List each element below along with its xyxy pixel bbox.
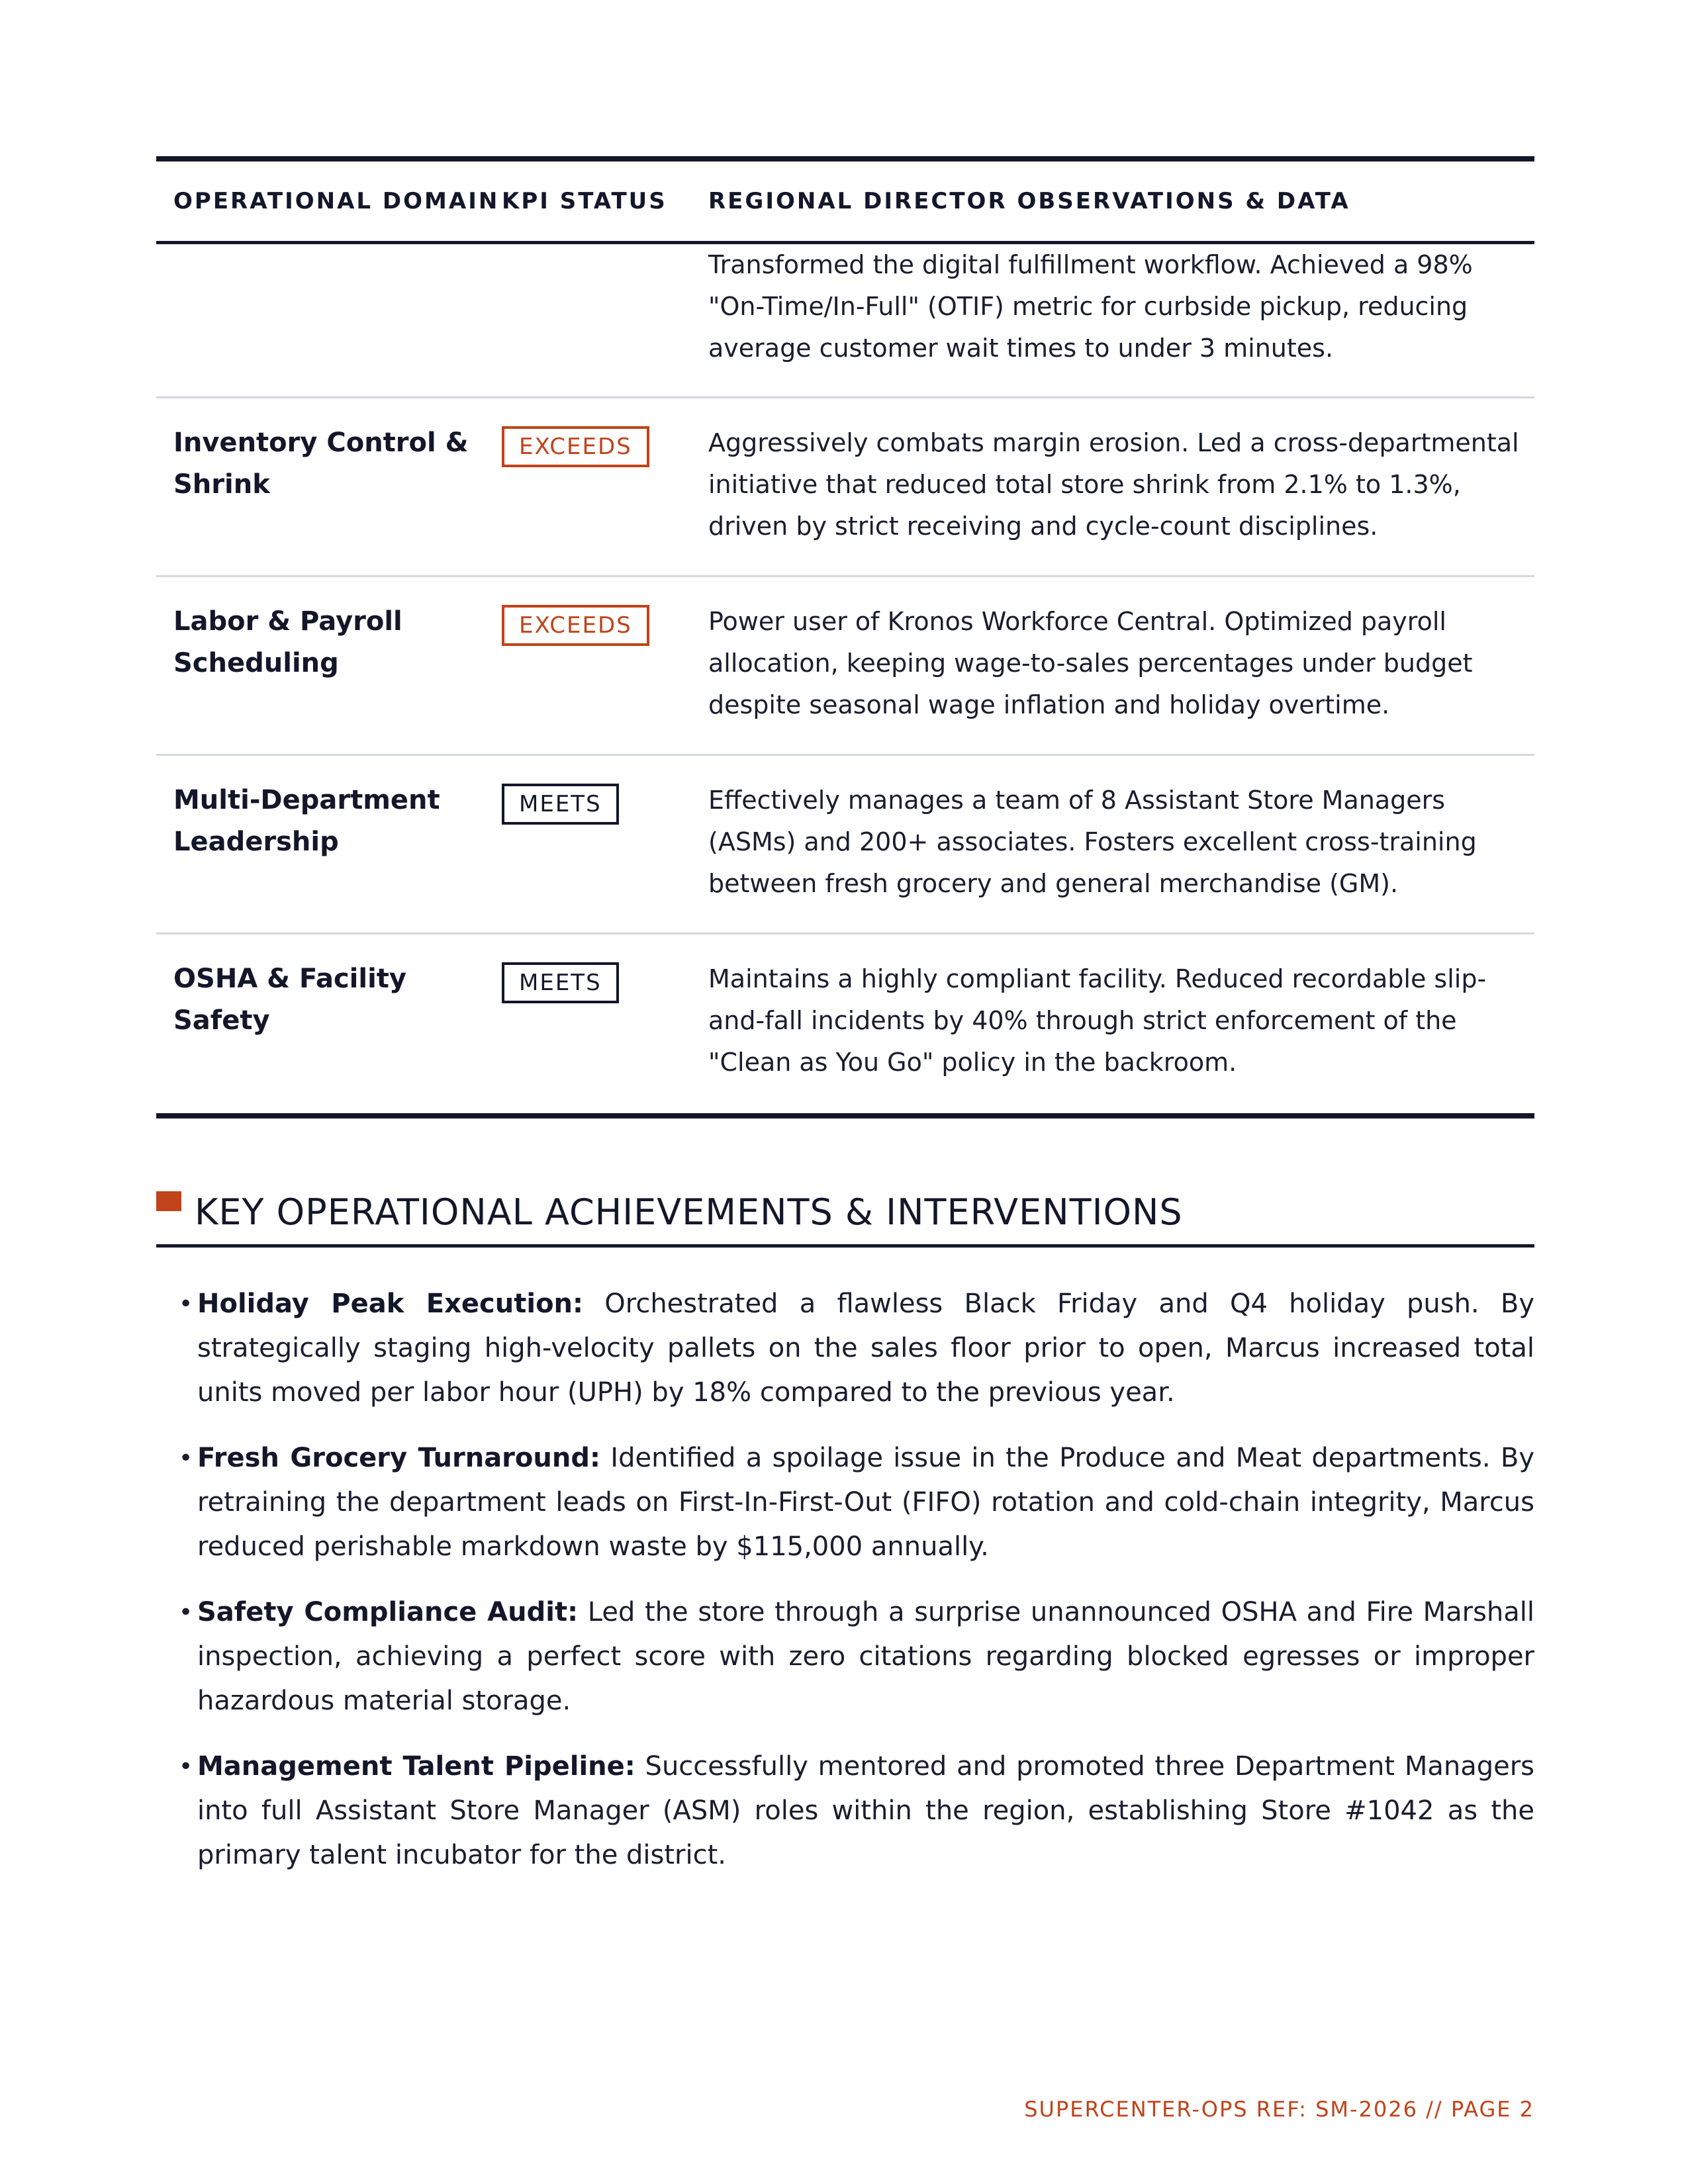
observation-text: Maintains a highly compliant facility. Reduced recordable slip-and-fall incidents by 40% through strict enforcement of the "Clean as You Go" policy in the backroom. xyxy=(708,964,1487,1077)
status-badge: MEETS xyxy=(502,962,619,1003)
achievement-text: Orchestrated a flawless Black Friday and Q4 holiday push. By strategically staging high-velocity pallets on the sales floor prior to open, Marcus increased total units moved per labor hour (UPH) by 18% compared to the previous year. xyxy=(197,1289,1535,1408)
bullet-icon: • xyxy=(179,1753,193,1780)
achievement-lead: Holiday Peak Execution: xyxy=(197,1289,584,1319)
list-item xyxy=(156,1745,1534,1878)
domain-label: Labor & Payroll Scheduling xyxy=(173,606,402,678)
page-footer: SUPERCENTER-OPS REF: SM-2026 // PAGE 2 xyxy=(1024,2097,1534,2122)
observation-text: Power user of Kronos Workforce Central. Optimized payroll allocation, keeping wage-to-sales percentages under budget despite seasonal wage inflation and holiday overtime. xyxy=(708,607,1473,719)
table-top-rule xyxy=(156,156,1534,161)
bullet-icon: • xyxy=(179,1599,193,1626)
document-page xyxy=(156,0,1534,2184)
kpi-table xyxy=(156,156,1534,1118)
list-item xyxy=(156,1436,1534,1569)
table-row xyxy=(156,244,1534,398)
header-observations: REGIONAL DIRECTOR OBSERVATIONS & DATA xyxy=(708,188,1350,214)
status-badge: EXCEEDS xyxy=(502,426,649,467)
status-cell xyxy=(502,422,708,467)
list-item xyxy=(156,1590,1534,1723)
domain-label: OSHA & Facility Safety xyxy=(173,964,406,1036)
table-header-row xyxy=(156,161,1534,244)
achievement-lead: Management Talent Pipeline: xyxy=(197,1751,635,1782)
status-badge: MEETS xyxy=(502,784,619,825)
bullet-icon: • xyxy=(179,1291,193,1318)
achievement-list xyxy=(156,1282,1534,1878)
achievements-section xyxy=(156,1186,1534,1899)
achievement-lead: Fresh Grocery Turnaround: xyxy=(197,1443,600,1473)
table-row xyxy=(156,934,1534,1113)
observation-text: Aggressively combats margin erosion. Led a cross-departmental initiative that reduced total store shrink from 2.1% to 1.3%, driven by strict receiving and cycle-count disciplines. xyxy=(708,428,1519,541)
section-marker-icon xyxy=(156,1191,181,1211)
domain-label: Inventory Control & Shrink xyxy=(173,428,469,500)
table-row xyxy=(156,577,1534,756)
section-heading xyxy=(156,1186,1534,1248)
achievement-lead: Safety Compliance Audit: xyxy=(197,1597,579,1627)
section-title: KEY OPERATIONAL ACHIEVEMENTS & INTERVENTIONS xyxy=(195,1191,1183,1233)
achievement-text: Identified a spoilage issue in the Produce and Meat departments. By retraining the department leads on First-In-First-Out (FIFO) rotation and cold-chain integrity, Marcus reduced perishable markdown waste by $115,000 annually. xyxy=(197,1443,1534,1562)
header-operational-domain: OPERATIONAL DOMAIN xyxy=(173,188,500,214)
table-bottom-rule xyxy=(156,1113,1534,1118)
status-cell xyxy=(502,780,708,825)
header-kpi-status: KPI STATUS xyxy=(502,188,667,214)
observation-text: Effectively manages a team of 8 Assistant Store Managers (ASMs) and 200+ associates. Fosters excellent cross-training between fresh grocery and general merchandise (GM). xyxy=(708,786,1477,898)
achievement-text: Led the store through a surprise unannounced OSHA and Fire Marshall inspection, achieving a perfect score with zero citations regarding blocked egresses or improper hazardous material storage. xyxy=(197,1597,1535,1716)
status-badge: EXCEEDS xyxy=(502,605,649,646)
status-cell xyxy=(502,601,708,646)
table-row xyxy=(156,756,1534,934)
list-item xyxy=(156,1282,1534,1415)
domain-label: Multi-Department Leadership xyxy=(173,785,440,857)
achievement-text: Successfully mentored and promoted three Department Managers into full Assistant Store Manager (ASM) roles within the region, establishing Store #1042 as the primary talent incubator for the district. xyxy=(197,1751,1535,1870)
observation-text: Transformed the digital fulfillment workflow. Achieved a 98% "On-Time/In-Full" (OTIF) metric for curbside pickup, reducing average customer wait times to under 3 minutes. xyxy=(708,250,1473,363)
table-row xyxy=(156,398,1534,577)
status-cell xyxy=(502,958,708,1003)
bullet-icon: • xyxy=(179,1445,193,1472)
